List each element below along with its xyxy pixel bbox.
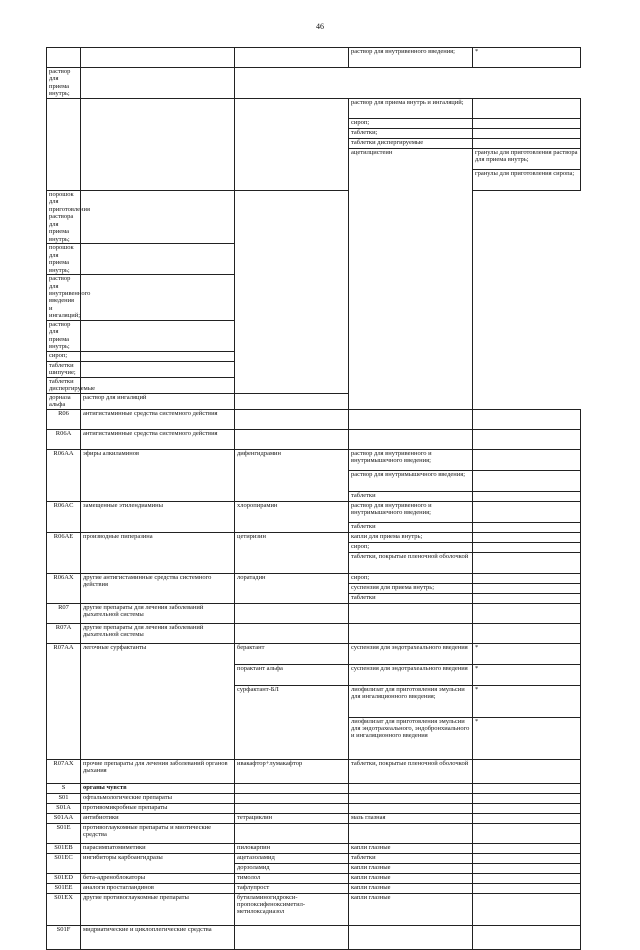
group-name-cell: замещенные этилендиамины bbox=[81, 501, 235, 532]
table-row bbox=[47, 883, 581, 893]
table-row bbox=[47, 244, 581, 275]
atc-code-cell: S01E bbox=[47, 823, 81, 843]
table-row bbox=[47, 68, 581, 99]
table-row bbox=[47, 449, 581, 470]
dosage-form-cell: таблетки bbox=[349, 491, 473, 501]
atc-code-cell: S01EX bbox=[47, 893, 81, 925]
dosage-form-cell: раствор для приема внутрь и ингаляций; bbox=[349, 98, 473, 118]
table-row bbox=[47, 873, 581, 883]
dosage-form-cell: мазь глазная bbox=[349, 813, 473, 823]
table-row bbox=[47, 893, 581, 925]
dosage-form-cell bbox=[349, 409, 473, 429]
dosage-form-cell: лиофилизат для приготовления эмульсии для эндотрахеального, эндобронхиального и ингаляционного введения bbox=[349, 717, 473, 759]
drug-name-cell bbox=[235, 429, 349, 449]
dosage-form-cell: таблетки bbox=[349, 853, 473, 863]
note-mark-cell bbox=[81, 68, 235, 99]
table-row bbox=[47, 351, 581, 361]
note-mark-cell bbox=[473, 603, 581, 623]
note-mark-cell bbox=[473, 491, 581, 501]
drug-name-cell bbox=[235, 783, 349, 793]
note-mark-cell bbox=[473, 542, 581, 552]
dosage-form-cell: сироп; bbox=[349, 118, 473, 128]
atc-code-cell: R06AA bbox=[47, 449, 81, 501]
drug-name-cell bbox=[235, 48, 349, 68]
atc-code-cell: S01ED bbox=[47, 873, 81, 883]
group-name-cell: другие противоглаукомные препараты bbox=[81, 893, 235, 925]
dosage-form-cell: раствор для внутривенного и внутримышечного введения; bbox=[349, 449, 473, 470]
dosage-form-cell bbox=[349, 793, 473, 803]
note-mark-cell: * bbox=[473, 664, 581, 685]
table-row bbox=[47, 98, 581, 118]
group-name-cell: легочные сурфактанты bbox=[81, 643, 235, 759]
dosage-form-cell: таблетки диспергируемые bbox=[47, 377, 81, 393]
note-mark-cell bbox=[473, 803, 581, 813]
drug-name-cell: берактант bbox=[235, 643, 349, 664]
note-mark-cell bbox=[473, 429, 581, 449]
note-mark-cell bbox=[81, 320, 235, 351]
table-row bbox=[47, 783, 581, 793]
dosage-form-cell: гранулы для приготовления сиропа; bbox=[473, 169, 581, 190]
drug-name-cell: дорназа альфа bbox=[47, 393, 81, 409]
atc-code-cell: R07AA bbox=[47, 643, 81, 759]
dosage-form-cell bbox=[349, 925, 473, 949]
drug-name-cell: ивакафтор+лумакафтор bbox=[235, 759, 349, 783]
note-mark-cell bbox=[473, 118, 581, 128]
dosage-form-cell: таблетки, покрытые пленочной оболочкой bbox=[349, 759, 473, 783]
table-row bbox=[47, 532, 581, 542]
note-mark-cell bbox=[473, 925, 581, 949]
drug-name-cell bbox=[235, 623, 349, 643]
table-row bbox=[47, 48, 581, 68]
page-number: 46 bbox=[316, 22, 324, 31]
drug-name-cell bbox=[235, 98, 349, 190]
table-row bbox=[47, 853, 581, 863]
note-mark-cell bbox=[473, 552, 581, 573]
table-row bbox=[47, 429, 581, 449]
note-mark-cell bbox=[473, 793, 581, 803]
note-mark-cell bbox=[473, 583, 581, 593]
table-row bbox=[47, 573, 581, 583]
dosage-form-cell: раствор для внутривенного введения и ингаляций; bbox=[47, 275, 81, 321]
atc-code-cell: R07AX bbox=[47, 759, 81, 783]
atc-code-cell: R06AC bbox=[47, 501, 81, 532]
note-mark-cell bbox=[473, 532, 581, 542]
note-mark-cell bbox=[473, 759, 581, 783]
group-name-cell: бета-адреноблокаторы bbox=[81, 873, 235, 883]
dosage-form-cell: капли глазные bbox=[349, 893, 473, 925]
note-mark-cell bbox=[473, 893, 581, 925]
group-name-cell: ингибиторы карбоангидразы bbox=[81, 853, 235, 873]
dosage-form-cell: лиофилизат для приготовления эмульсии для ингаляционного введения; bbox=[349, 685, 473, 717]
note-mark-cell bbox=[473, 98, 581, 118]
note-mark-cell bbox=[473, 449, 581, 470]
note-mark-cell bbox=[473, 501, 581, 522]
note-mark-cell bbox=[473, 883, 581, 893]
drug-name-cell: пилокарпин bbox=[235, 843, 349, 853]
dosage-form-cell: суспензия для приема внутрь; bbox=[349, 583, 473, 593]
group-name-cell: антигистаминные средства системного действия bbox=[81, 409, 235, 429]
table-row bbox=[47, 393, 581, 409]
group-name-cell bbox=[81, 98, 235, 190]
table-row bbox=[47, 603, 581, 623]
dosage-form-cell: капли глазные bbox=[349, 883, 473, 893]
atc-code-cell: S bbox=[47, 783, 81, 793]
dosage-form-cell bbox=[349, 803, 473, 813]
note-mark-cell bbox=[81, 244, 235, 275]
note-mark-cell bbox=[473, 853, 581, 863]
dosage-form-cell bbox=[349, 823, 473, 843]
table-row bbox=[47, 643, 581, 664]
atc-code-cell: S01F bbox=[47, 925, 81, 949]
drug-name-cell: дорзоламид bbox=[235, 863, 349, 873]
group-name-cell: эфиры алкиламинов bbox=[81, 449, 235, 501]
drug-name-cell: ацетилцистеин bbox=[349, 148, 473, 409]
dosage-form-cell: раствор для внутримышечного введения; bbox=[349, 470, 473, 491]
group-name-cell: производные пиперазина bbox=[81, 532, 235, 573]
table-row bbox=[47, 275, 581, 321]
group-name-cell: антигистаминные средства системного действия bbox=[81, 429, 235, 449]
dosage-form-cell: капли глазные bbox=[349, 873, 473, 883]
drug-name-cell bbox=[235, 793, 349, 803]
dosage-form-cell: таблетки; bbox=[349, 128, 473, 138]
note-mark-cell bbox=[473, 843, 581, 853]
dosage-form-cell: таблетки, покрытые пленочной оболочкой bbox=[349, 552, 473, 573]
drug-name-cell: порактант альфа bbox=[235, 664, 349, 685]
group-name-cell: другие антигистаминные средства системного действия bbox=[81, 573, 235, 603]
group-name-cell: антибиотики bbox=[81, 813, 235, 823]
drug-list-table bbox=[46, 47, 581, 950]
dosage-form-cell: сироп; bbox=[349, 542, 473, 552]
atc-code-cell: R07A bbox=[47, 623, 81, 643]
dosage-form-cell: порошок для приготовления раствора для приема внутрь; bbox=[47, 190, 81, 243]
atc-code-cell: R06A bbox=[47, 429, 81, 449]
drug-name-cell: тетрациклин bbox=[235, 813, 349, 823]
table-row bbox=[47, 190, 581, 243]
note-mark-cell bbox=[81, 351, 235, 361]
note-mark-cell bbox=[473, 409, 581, 429]
drug-name-cell bbox=[235, 823, 349, 843]
dosage-form-cell: сироп; bbox=[349, 573, 473, 583]
note-mark-cell: * bbox=[473, 643, 581, 664]
atc-code-cell bbox=[47, 98, 81, 190]
note-mark-cell: * bbox=[473, 717, 581, 759]
note-mark-cell: * bbox=[473, 685, 581, 717]
group-name-cell: мидриатические и циклоплегические средства bbox=[81, 925, 235, 949]
note-mark-cell bbox=[81, 190, 235, 243]
table-row bbox=[47, 320, 581, 351]
group-name-cell: противомикробные препараты bbox=[81, 803, 235, 813]
group-name-cell: аналоги простагландинов bbox=[81, 883, 235, 893]
dosage-form-cell: таблетки bbox=[349, 522, 473, 532]
dosage-form-cell bbox=[349, 429, 473, 449]
table-row bbox=[47, 925, 581, 949]
group-name-cell: офтальмологические препараты bbox=[81, 793, 235, 803]
atc-code-cell: S01EB bbox=[47, 843, 81, 853]
dosage-form-cell: раствор для внутривенного и внутримышечного введения; bbox=[349, 501, 473, 522]
table-row bbox=[47, 823, 581, 843]
note-mark-cell bbox=[473, 593, 581, 603]
drug-name-cell bbox=[235, 925, 349, 949]
drug-name-cell: сурфактант-БЛ bbox=[235, 685, 349, 759]
dosage-form-cell: раствор для приема внутрь; bbox=[47, 68, 81, 99]
dosage-form-cell bbox=[349, 603, 473, 623]
table-row bbox=[47, 813, 581, 823]
dosage-form-cell: порошок для приема внутрь; bbox=[47, 244, 81, 275]
note-mark-cell bbox=[473, 873, 581, 883]
note-mark-cell bbox=[473, 128, 581, 138]
drug-name-cell: тимолол bbox=[235, 873, 349, 883]
table-row bbox=[47, 377, 581, 393]
note-mark-cell: * bbox=[473, 48, 581, 68]
dosage-form-cell: суспензия для эндотрахеального введения bbox=[349, 643, 473, 664]
dosage-form-cell: капли для приема внутрь; bbox=[349, 532, 473, 542]
drug-name-cell: бутиламиногидрокси-пропоксифеноксиметил-метилоксадиазол bbox=[235, 893, 349, 925]
dosage-form-cell bbox=[349, 783, 473, 793]
table-row bbox=[47, 759, 581, 783]
dosage-form-cell: таблетки диспергируемые bbox=[349, 138, 473, 148]
group-name-cell: другие препараты для лечения заболеваний дыхательной системы bbox=[81, 603, 235, 623]
drug-name-cell bbox=[235, 603, 349, 623]
dosage-form-cell bbox=[349, 623, 473, 643]
group-name-cell: органы чувств bbox=[81, 783, 235, 793]
drug-name-cell bbox=[235, 409, 349, 429]
drug-name-cell: дифенгидрамин bbox=[235, 449, 349, 501]
note-mark-cell bbox=[473, 813, 581, 823]
drug-name-cell: цетиризин bbox=[235, 532, 349, 573]
table-row bbox=[47, 361, 581, 377]
note-mark-cell bbox=[81, 361, 235, 377]
drug-name-cell: тафлупрост bbox=[235, 883, 349, 893]
note-mark-cell bbox=[81, 377, 235, 393]
atc-code-cell: S01EE bbox=[47, 883, 81, 893]
table-row bbox=[47, 793, 581, 803]
note-mark-cell bbox=[81, 275, 235, 321]
note-mark-cell bbox=[473, 783, 581, 793]
atc-code-cell: R07 bbox=[47, 603, 81, 623]
table-row bbox=[47, 409, 581, 429]
dosage-form-cell: раствор для внутривенного введения; bbox=[349, 48, 473, 68]
note-mark-cell bbox=[473, 522, 581, 532]
note-mark-cell bbox=[473, 823, 581, 843]
drug-name-cell bbox=[235, 803, 349, 813]
drug-name-cell: лоратадин bbox=[235, 573, 349, 603]
dosage-form-cell: суспензия для эндотрахеального введения bbox=[349, 664, 473, 685]
dosage-form-cell: таблетки шипучие; bbox=[47, 361, 81, 377]
dosage-form-cell: раствор для приема внутрь; bbox=[47, 320, 81, 351]
note-mark-cell bbox=[473, 863, 581, 873]
dosage-form-cell: капли глазные bbox=[349, 843, 473, 853]
atc-code-cell: R06 bbox=[47, 409, 81, 429]
atc-code-cell: R06AX bbox=[47, 573, 81, 603]
group-name-cell: другие препараты для лечения заболеваний дыхательной системы bbox=[81, 623, 235, 643]
group-name-cell: противоглаукомные препараты и миотические средства bbox=[81, 823, 235, 843]
dosage-form-cell: раствор для ингаляций bbox=[81, 393, 235, 409]
drug-name-cell: хлоропирамин bbox=[235, 501, 349, 532]
dosage-form-cell: гранулы для приготовления раствора для приема внутрь; bbox=[473, 148, 581, 169]
group-name-cell: парасимпатомиметики bbox=[81, 843, 235, 853]
note-mark-cell bbox=[473, 573, 581, 583]
table-row bbox=[47, 843, 581, 853]
note-mark-cell bbox=[473, 623, 581, 643]
drug-name-cell: ацетазоламид bbox=[235, 853, 349, 863]
atc-code-cell: S01A bbox=[47, 803, 81, 813]
group-name-cell: прочие препараты для лечения заболеваний органов дыхания bbox=[81, 759, 235, 783]
dosage-form-cell: сироп; bbox=[47, 351, 81, 361]
table-row bbox=[47, 501, 581, 522]
atc-code-cell: R06AE bbox=[47, 532, 81, 573]
atc-code-cell: S01 bbox=[47, 793, 81, 803]
atc-code-cell: S01EC bbox=[47, 853, 81, 873]
dosage-form-cell: капли глазные bbox=[349, 863, 473, 873]
table-row bbox=[47, 803, 581, 813]
group-name-cell bbox=[81, 48, 235, 68]
table-row bbox=[47, 623, 581, 643]
atc-code-cell bbox=[47, 48, 81, 68]
note-mark-cell bbox=[473, 470, 581, 491]
note-mark-cell bbox=[473, 138, 581, 148]
atc-code-cell: S01AA bbox=[47, 813, 81, 823]
dosage-form-cell: таблетки bbox=[349, 593, 473, 603]
note-mark-cell bbox=[235, 393, 349, 409]
